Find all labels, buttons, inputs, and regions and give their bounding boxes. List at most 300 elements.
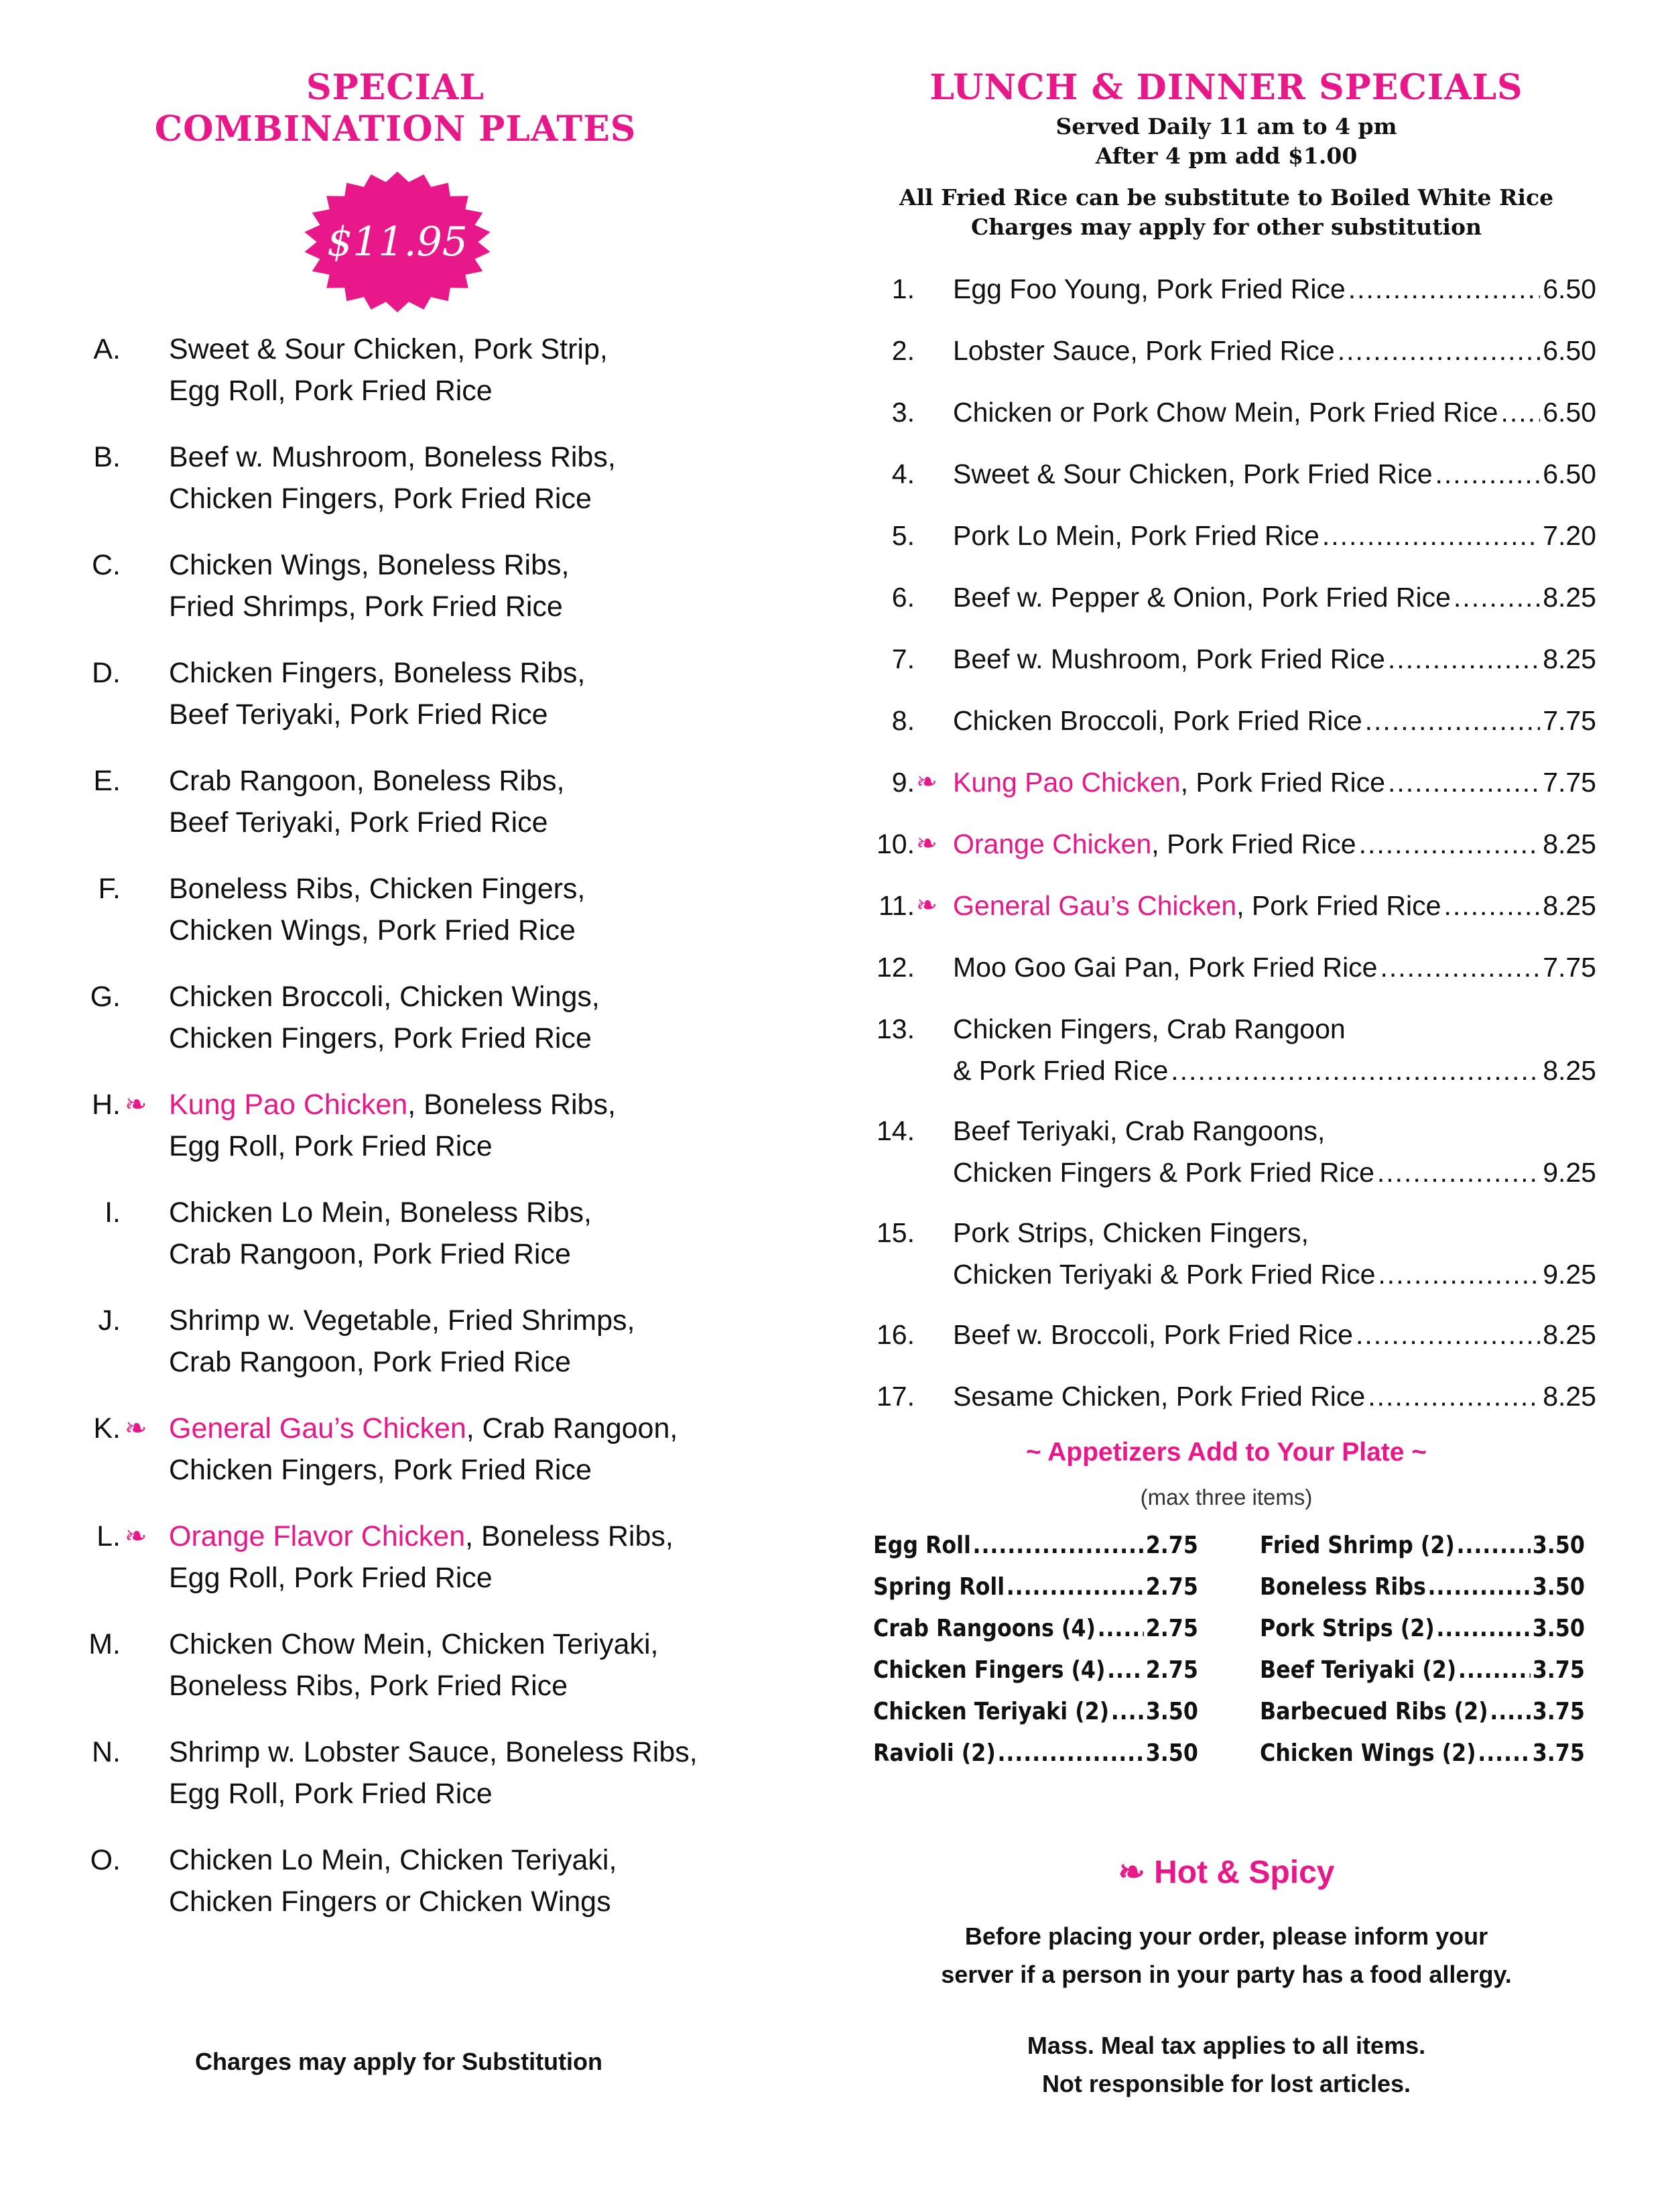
combo-line-1 xyxy=(169,544,785,586)
lost-articles-note: Not responsible for lost articles. xyxy=(1041,2070,1411,2097)
special-line-1 xyxy=(953,700,1596,741)
special-item xyxy=(864,268,1595,330)
special-description xyxy=(953,823,1596,865)
combo-line-2: Beef Teriyaki, Pork Fried Rice xyxy=(169,806,548,839)
appetizer-price: 3.75 xyxy=(1532,1656,1585,1684)
special-name: Pork Lo Mein, Pork Fried Rice xyxy=(953,520,1319,551)
title-line-2: COMBINATION PLATES xyxy=(154,109,637,149)
special-spicy-dish: Orange Chicken xyxy=(953,828,1152,859)
special-name: Beef w. Pepper & Onion, Pork Fried Rice xyxy=(953,582,1451,613)
special-line-1-text xyxy=(953,761,1385,803)
combo-line-1-text: Shrimp w. Vegetable, Fried Shrimps, xyxy=(169,1304,635,1337)
appetizer-price: 2.75 xyxy=(1145,1532,1198,1559)
combo-letter: J. xyxy=(98,1304,121,1337)
appetizer-price: 2.75 xyxy=(1145,1615,1198,1642)
combo-letter: K. xyxy=(93,1412,121,1445)
combo-item xyxy=(67,1300,777,1408)
special-name: Chicken or Pork Chow Mein, Pork Fried Rice xyxy=(953,397,1498,428)
combo-item xyxy=(67,976,777,1084)
special-line-1 xyxy=(953,268,1596,310)
appetizer-name: Pork Strips (2) xyxy=(1260,1615,1435,1642)
special-number: 9. xyxy=(891,767,915,798)
special-item xyxy=(864,761,1595,823)
dot-leader xyxy=(1378,1253,1540,1295)
combo-line-1-text: Shrimp w. Lobster Sauce, Boneless Ribs, xyxy=(169,1736,698,1768)
dot-leader xyxy=(1007,1573,1144,1601)
special-description xyxy=(953,1375,1596,1417)
special-line-1 xyxy=(953,946,1596,988)
combo-line-2: Egg Roll, Pork Fried Rice xyxy=(169,1130,493,1162)
hot-spicy-label: Hot & Spicy xyxy=(1154,1855,1335,1890)
special-item xyxy=(864,1212,1595,1314)
combo-line-1-text: Chicken Broccoli, Chicken Wings, xyxy=(169,981,600,1013)
special-line-1 xyxy=(953,1008,1596,1050)
special-description xyxy=(953,761,1596,803)
combo-line-2: Egg Roll, Pork Fried Rice xyxy=(169,375,493,407)
dot-leader xyxy=(1356,1314,1540,1355)
combo-description xyxy=(169,760,785,843)
combination-plates-title xyxy=(0,67,791,150)
special-number: 2. xyxy=(891,335,915,366)
combo-spicy-dish: General Gau’s Chicken xyxy=(169,1412,466,1445)
appetizer-item xyxy=(873,1615,1198,1656)
combo-line-2: Chicken Fingers, Pork Fried Rice xyxy=(169,1022,592,1054)
dot-leader xyxy=(973,1532,1145,1559)
special-item xyxy=(864,453,1595,515)
appetizer-price: 3.50 xyxy=(1532,1532,1585,1559)
dot-leader xyxy=(1107,1656,1144,1684)
dot-leader xyxy=(1435,453,1541,495)
special-line-2 xyxy=(953,1253,1596,1295)
special-item xyxy=(864,1375,1595,1437)
special-line-1-text xyxy=(953,885,1441,926)
special-name: Chicken Broccoli, Pork Fried Rice xyxy=(953,705,1362,736)
combo-line-1-text: Crab Rangoon, Boneless Ribs, xyxy=(169,765,565,797)
price-badge xyxy=(303,171,492,313)
tax-note: Mass. Meal tax applies to all items. xyxy=(1027,2032,1426,2059)
special-item xyxy=(864,638,1595,700)
special-price: 8.25 xyxy=(1543,582,1596,613)
combo-line-1 xyxy=(169,1192,785,1233)
appetizer-name: Chicken Fingers (4) xyxy=(873,1656,1106,1684)
special-price: 8.25 xyxy=(1543,890,1596,921)
combo-description xyxy=(169,868,785,951)
combo-line-2: Chicken Wings, Pork Fried Rice xyxy=(169,914,576,946)
combo-description xyxy=(169,1623,785,1707)
pepper-leaf-icon: ❧ xyxy=(125,1522,147,1551)
special-name: Sesame Chicken, Pork Fried Rice xyxy=(953,1381,1366,1412)
special-description xyxy=(953,638,1596,680)
special-item xyxy=(864,823,1595,885)
special-line-2-text: Chicken Fingers & Pork Fried Rice xyxy=(953,1157,1374,1188)
special-line-1 xyxy=(953,391,1596,433)
special-item xyxy=(864,700,1595,761)
special-price: 6.50 xyxy=(1543,397,1596,428)
combo-line-1 xyxy=(169,328,785,370)
specials-list xyxy=(864,268,1595,1437)
special-price: 6.50 xyxy=(1543,458,1596,489)
dot-leader xyxy=(1348,268,1540,310)
appetizer-price: 3.75 xyxy=(1532,1739,1585,1767)
appetizer-name: Chicken Wings (2) xyxy=(1260,1739,1476,1767)
special-name: , Pork Fried Rice xyxy=(1151,828,1356,859)
combo-item xyxy=(67,760,777,868)
special-name: , Pork Fried Rice xyxy=(1180,767,1385,798)
special-line-1-text xyxy=(953,268,1346,310)
special-number: 12. xyxy=(877,952,915,983)
appetizer-item xyxy=(1260,1698,1585,1739)
combo-line-1 xyxy=(169,1516,785,1557)
combo-line-1 xyxy=(169,1408,785,1449)
combo-item xyxy=(67,1839,777,1947)
combo-description xyxy=(169,328,785,412)
dot-leader xyxy=(1443,885,1540,926)
rice-substitution-note: All Fried Rice can be substitute to Boiled White Rice xyxy=(899,184,1554,210)
special-line-1 xyxy=(953,638,1596,680)
combo-item xyxy=(67,1731,777,1839)
special-line-1 xyxy=(953,330,1596,371)
special-price: 8.25 xyxy=(1543,643,1596,674)
combo-item xyxy=(67,1192,777,1300)
combo-description xyxy=(169,436,785,519)
special-number: 11. xyxy=(879,890,915,921)
combo-line-2: Boneless Ribs, Pork Fried Rice xyxy=(169,1670,568,1702)
special-name: Beef Teriyaki, Crab Rangoons, xyxy=(953,1115,1326,1146)
combo-item xyxy=(67,1084,777,1192)
special-line-1 xyxy=(953,453,1596,495)
allergy-line-1: Before placing your order, please inform your xyxy=(964,1922,1488,1950)
special-line-1 xyxy=(953,1314,1596,1355)
special-item xyxy=(864,946,1595,1008)
appetizer-name: Ravioli (2) xyxy=(873,1739,996,1767)
combo-item xyxy=(67,652,777,760)
special-number: 5. xyxy=(891,520,915,551)
appetizer-name: Egg Roll xyxy=(873,1532,971,1559)
special-line-1-text xyxy=(953,1212,1309,1253)
special-number: 1. xyxy=(891,273,915,304)
special-number: 16. xyxy=(877,1319,915,1350)
special-name: Egg Foo Young, Pork Fried Rice xyxy=(953,273,1346,304)
special-item xyxy=(864,576,1595,638)
special-line-1 xyxy=(953,761,1596,803)
appetizer-item xyxy=(1260,1656,1585,1698)
combo-item xyxy=(67,1623,777,1731)
combo-line-1 xyxy=(169,652,785,694)
combo-letter: C. xyxy=(92,549,121,581)
combo-description xyxy=(169,1300,785,1383)
pepper-leaf-icon: ❧ xyxy=(125,1414,147,1443)
special-line-1 xyxy=(953,1212,1596,1253)
dot-leader xyxy=(1365,700,1541,741)
combo-line-1 xyxy=(169,976,785,1018)
combo-description xyxy=(169,1731,785,1815)
special-item xyxy=(864,330,1595,391)
combo-letter: N. xyxy=(92,1736,121,1768)
special-description xyxy=(953,885,1596,926)
special-name: , Pork Fried Rice xyxy=(1236,890,1441,921)
appetizers-heading: ~ Appetizers Add to Your Plate ~ xyxy=(1025,1438,1427,1467)
combo-line-1 xyxy=(169,1084,785,1125)
dot-leader xyxy=(1111,1698,1144,1725)
combo-spicy-dish: Kung Pao Chicken xyxy=(169,1089,408,1121)
special-price: 6.50 xyxy=(1543,335,1596,366)
special-line-1-text xyxy=(953,391,1498,433)
combo-letter: H. xyxy=(92,1089,121,1121)
special-price: 6.50 xyxy=(1543,273,1596,304)
dot-leader xyxy=(1478,1739,1531,1767)
special-line-1 xyxy=(953,515,1596,556)
combo-line-2: Chicken Fingers, Pork Fried Rice xyxy=(169,1454,592,1486)
special-spicy-dish: General Gau’s Chicken xyxy=(953,890,1237,921)
special-description xyxy=(953,330,1596,371)
dot-leader xyxy=(1388,761,1540,803)
served-hours: Served Daily 11 am to 4 pm xyxy=(1055,113,1397,139)
combo-line-1-text: Chicken Wings, Boneless Ribs, xyxy=(169,549,570,581)
combo-line-1-text: Sweet & Sour Chicken, Pork Strip, xyxy=(169,333,608,365)
special-line-1-text xyxy=(953,946,1377,988)
combo-line-1 xyxy=(169,1839,785,1881)
combo-description xyxy=(169,1084,785,1167)
special-line-2 xyxy=(953,1050,1596,1091)
dot-leader xyxy=(1098,1615,1144,1642)
appetizer-name: Crab Rangoons (4) xyxy=(873,1615,1096,1642)
special-line-1-text xyxy=(953,1110,1325,1152)
combo-line-2: Egg Roll, Pork Fried Rice xyxy=(169,1778,493,1810)
pepper-leaf-icon: ❧ xyxy=(1118,1855,1145,1890)
combo-item xyxy=(67,1516,777,1623)
combo-item xyxy=(67,868,777,976)
special-line-1 xyxy=(953,576,1596,618)
dot-leader xyxy=(1171,1050,1540,1091)
combo-spicy-dish: Orange Flavor Chicken xyxy=(169,1520,466,1552)
appetizer-name: Fried Shrimp (2) xyxy=(1260,1532,1455,1559)
appetizer-item xyxy=(1260,1573,1585,1615)
special-price: 7.20 xyxy=(1543,520,1596,551)
combo-line-2: Chicken Fingers or Chicken Wings xyxy=(169,1886,611,1918)
special-line-1-text xyxy=(953,823,1356,865)
dot-leader xyxy=(1458,1656,1531,1684)
special-item xyxy=(864,1008,1595,1110)
combo-item xyxy=(67,328,777,436)
combo-letter: D. xyxy=(92,657,121,689)
combo-line-1-text: Chicken Lo Mein, Boneless Ribs, xyxy=(169,1196,592,1229)
appetizer-item xyxy=(873,1698,1198,1739)
combo-line-1 xyxy=(169,1731,785,1773)
dot-leader xyxy=(1377,1152,1540,1193)
combo-description xyxy=(169,1192,785,1275)
special-number: 3. xyxy=(891,397,915,428)
special-description xyxy=(953,1008,1596,1091)
special-price: 7.75 xyxy=(1543,767,1596,798)
combo-line-2: Fried Shrimps, Pork Fried Rice xyxy=(169,591,563,623)
dot-leader xyxy=(1380,946,1540,988)
special-number: 4. xyxy=(891,458,915,489)
appetizer-name: Barbecued Ribs (2) xyxy=(1260,1698,1488,1725)
combo-line-2: Egg Roll, Pork Fried Rice xyxy=(169,1562,493,1594)
dot-leader xyxy=(1500,391,1540,433)
combo-line-2: Chicken Fingers, Pork Fried Rice xyxy=(169,483,592,515)
dot-leader xyxy=(1457,1532,1531,1559)
combo-letter: G. xyxy=(90,981,121,1013)
appetizer-price: 3.50 xyxy=(1145,1698,1198,1725)
appetizer-item xyxy=(873,1739,1198,1781)
special-description xyxy=(953,1212,1596,1295)
combo-line-1-text: Chicken Chow Mein, Chicken Teriyaki, xyxy=(169,1628,659,1660)
dot-leader xyxy=(1454,576,1540,618)
charges-note: Charges may apply for other substitution xyxy=(970,214,1482,240)
special-price: 8.25 xyxy=(1543,1055,1596,1086)
special-description xyxy=(953,1314,1596,1355)
combo-description xyxy=(169,652,785,735)
special-name: Sweet & Sour Chicken, Pork Fried Rice xyxy=(953,458,1433,489)
special-item xyxy=(864,1314,1595,1375)
special-line-1 xyxy=(953,1110,1596,1152)
special-number: 17. xyxy=(877,1381,915,1412)
special-line-1-text xyxy=(953,576,1451,618)
combo-description xyxy=(169,1408,785,1491)
dot-leader xyxy=(997,1739,1144,1767)
appetizer-item xyxy=(1260,1739,1585,1781)
special-line-1-text xyxy=(953,1314,1353,1355)
special-description xyxy=(953,700,1596,741)
special-name: Beef w. Mushroom, Pork Fried Rice xyxy=(953,643,1385,674)
special-number: 7. xyxy=(891,643,915,674)
hot-spicy-legend xyxy=(824,1853,1628,1891)
combo-line-1 xyxy=(169,436,785,478)
combo-line-1-text: , Crab Rangoon, xyxy=(466,1412,678,1445)
combo-letter: E. xyxy=(93,765,121,797)
special-line-1-text xyxy=(953,700,1362,741)
special-line-2 xyxy=(953,1152,1596,1193)
special-description xyxy=(953,515,1596,556)
appetizer-price: 3.75 xyxy=(1532,1698,1585,1725)
combo-letter: I. xyxy=(105,1196,121,1229)
special-item xyxy=(864,1110,1595,1212)
special-price: 8.25 xyxy=(1543,1381,1596,1412)
combo-item xyxy=(67,544,777,652)
special-line-1-text xyxy=(953,1375,1365,1417)
combo-description xyxy=(169,1516,785,1599)
combo-letter: O. xyxy=(90,1844,121,1876)
combo-line-1 xyxy=(169,760,785,802)
special-number: 14. xyxy=(877,1115,915,1146)
special-number: 13. xyxy=(877,1013,915,1044)
appetizer-price: 2.75 xyxy=(1145,1573,1198,1601)
appetizers-left-column xyxy=(873,1532,1198,1781)
combo-line-1 xyxy=(169,868,785,910)
combo-description xyxy=(169,976,785,1059)
special-description xyxy=(953,1110,1596,1193)
combo-line-1-text: Chicken Fingers, Boneless Ribs, xyxy=(169,657,586,689)
appetizer-name: Boneless Ribs xyxy=(1260,1573,1426,1601)
special-number: 10. xyxy=(877,828,915,859)
special-line-2-text: & Pork Fried Rice xyxy=(953,1055,1169,1086)
combo-line-2: Crab Rangoon, Pork Fried Rice xyxy=(169,1238,571,1270)
special-price: 7.75 xyxy=(1543,705,1596,736)
combo-price: $11.95 xyxy=(327,219,468,265)
combo-letter: A. xyxy=(93,333,121,365)
appetizer-price: 3.50 xyxy=(1145,1739,1198,1767)
after-hours-note: After 4 pm add $1.00 xyxy=(1095,143,1358,169)
pepper-leaf-icon: ❧ xyxy=(916,768,938,796)
dot-leader xyxy=(1368,1375,1540,1417)
special-price: 7.75 xyxy=(1543,952,1596,983)
combo-letter: M. xyxy=(88,1628,121,1660)
special-item xyxy=(864,391,1595,453)
special-line-1-text xyxy=(953,1008,1346,1050)
combo-line-1-text: , Boneless Ribs, xyxy=(465,1520,673,1552)
appetizer-item xyxy=(873,1532,1198,1573)
special-line-1 xyxy=(953,885,1596,926)
lunch-dinner-title: LUNCH & DINNER SPECIALS xyxy=(929,67,1523,108)
pepper-leaf-icon: ❧ xyxy=(916,830,938,858)
special-line-1-text xyxy=(953,515,1319,556)
combo-letter: F. xyxy=(98,873,121,905)
combo-line-1-text: Beef w. Mushroom, Boneless Ribs, xyxy=(169,441,616,473)
special-number: 6. xyxy=(891,582,915,613)
appetizer-item xyxy=(1260,1615,1585,1656)
combo-line-1 xyxy=(169,1623,785,1665)
combo-item xyxy=(67,1408,777,1516)
combo-line-2: Beef Teriyaki, Pork Fried Rice xyxy=(169,698,548,731)
appetizer-name: Beef Teriyaki (2) xyxy=(1260,1656,1457,1684)
special-description xyxy=(953,268,1596,310)
special-name: Chicken Fingers, Crab Rangoon xyxy=(953,1013,1346,1044)
combination-list xyxy=(67,328,777,1947)
special-number: 8. xyxy=(891,705,915,736)
appetizers-note: (max three items) xyxy=(1140,1485,1313,1510)
special-description xyxy=(953,453,1596,495)
appetizer-price: 2.75 xyxy=(1145,1656,1198,1684)
appetizers-right-column xyxy=(1260,1532,1585,1781)
special-price: 9.25 xyxy=(1543,1259,1596,1290)
substitution-note: Charges may apply for Substitution xyxy=(194,2048,603,2075)
special-description xyxy=(953,391,1596,433)
combo-description xyxy=(169,544,785,627)
special-item xyxy=(864,515,1595,576)
special-spicy-dish: Kung Pao Chicken xyxy=(953,767,1181,798)
dot-leader xyxy=(1322,515,1540,556)
pepper-leaf-icon: ❧ xyxy=(125,1090,147,1119)
special-item xyxy=(864,885,1595,946)
special-name: Lobster Sauce, Pork Fried Rice xyxy=(953,335,1335,366)
special-line-1-text xyxy=(953,638,1385,680)
combo-letter: B. xyxy=(93,441,121,473)
appetizer-price: 3.50 xyxy=(1532,1615,1585,1642)
appetizer-name: Spring Roll xyxy=(873,1573,1005,1601)
special-name: Pork Strips, Chicken Fingers, xyxy=(953,1217,1309,1248)
appetizer-item xyxy=(1260,1532,1585,1573)
special-number: 15. xyxy=(877,1217,915,1248)
dot-leader xyxy=(1427,1573,1531,1601)
appetizer-price: 3.50 xyxy=(1532,1573,1585,1601)
special-price: 9.25 xyxy=(1543,1157,1596,1188)
special-description xyxy=(953,946,1596,988)
special-name: Moo Goo Gai Pan, Pork Fried Rice xyxy=(953,952,1378,983)
combo-line-1-text: Chicken Lo Mein, Chicken Teriyaki, xyxy=(169,1844,617,1876)
allergy-line-2: server if a person in your party has a food allergy. xyxy=(941,1961,1512,1988)
special-description xyxy=(953,576,1596,618)
special-price: 8.25 xyxy=(1543,828,1596,859)
combo-item xyxy=(67,436,777,544)
combo-line-1-text: , Boneless Ribs, xyxy=(407,1089,616,1121)
combo-line-2: Crab Rangoon, Pork Fried Rice xyxy=(169,1346,571,1378)
appetizer-name: Chicken Teriyaki (2) xyxy=(873,1698,1110,1725)
dot-leader xyxy=(1388,638,1540,680)
dot-leader xyxy=(1359,823,1541,865)
pepper-leaf-icon: ❧ xyxy=(916,892,938,920)
dot-leader xyxy=(1338,330,1540,371)
